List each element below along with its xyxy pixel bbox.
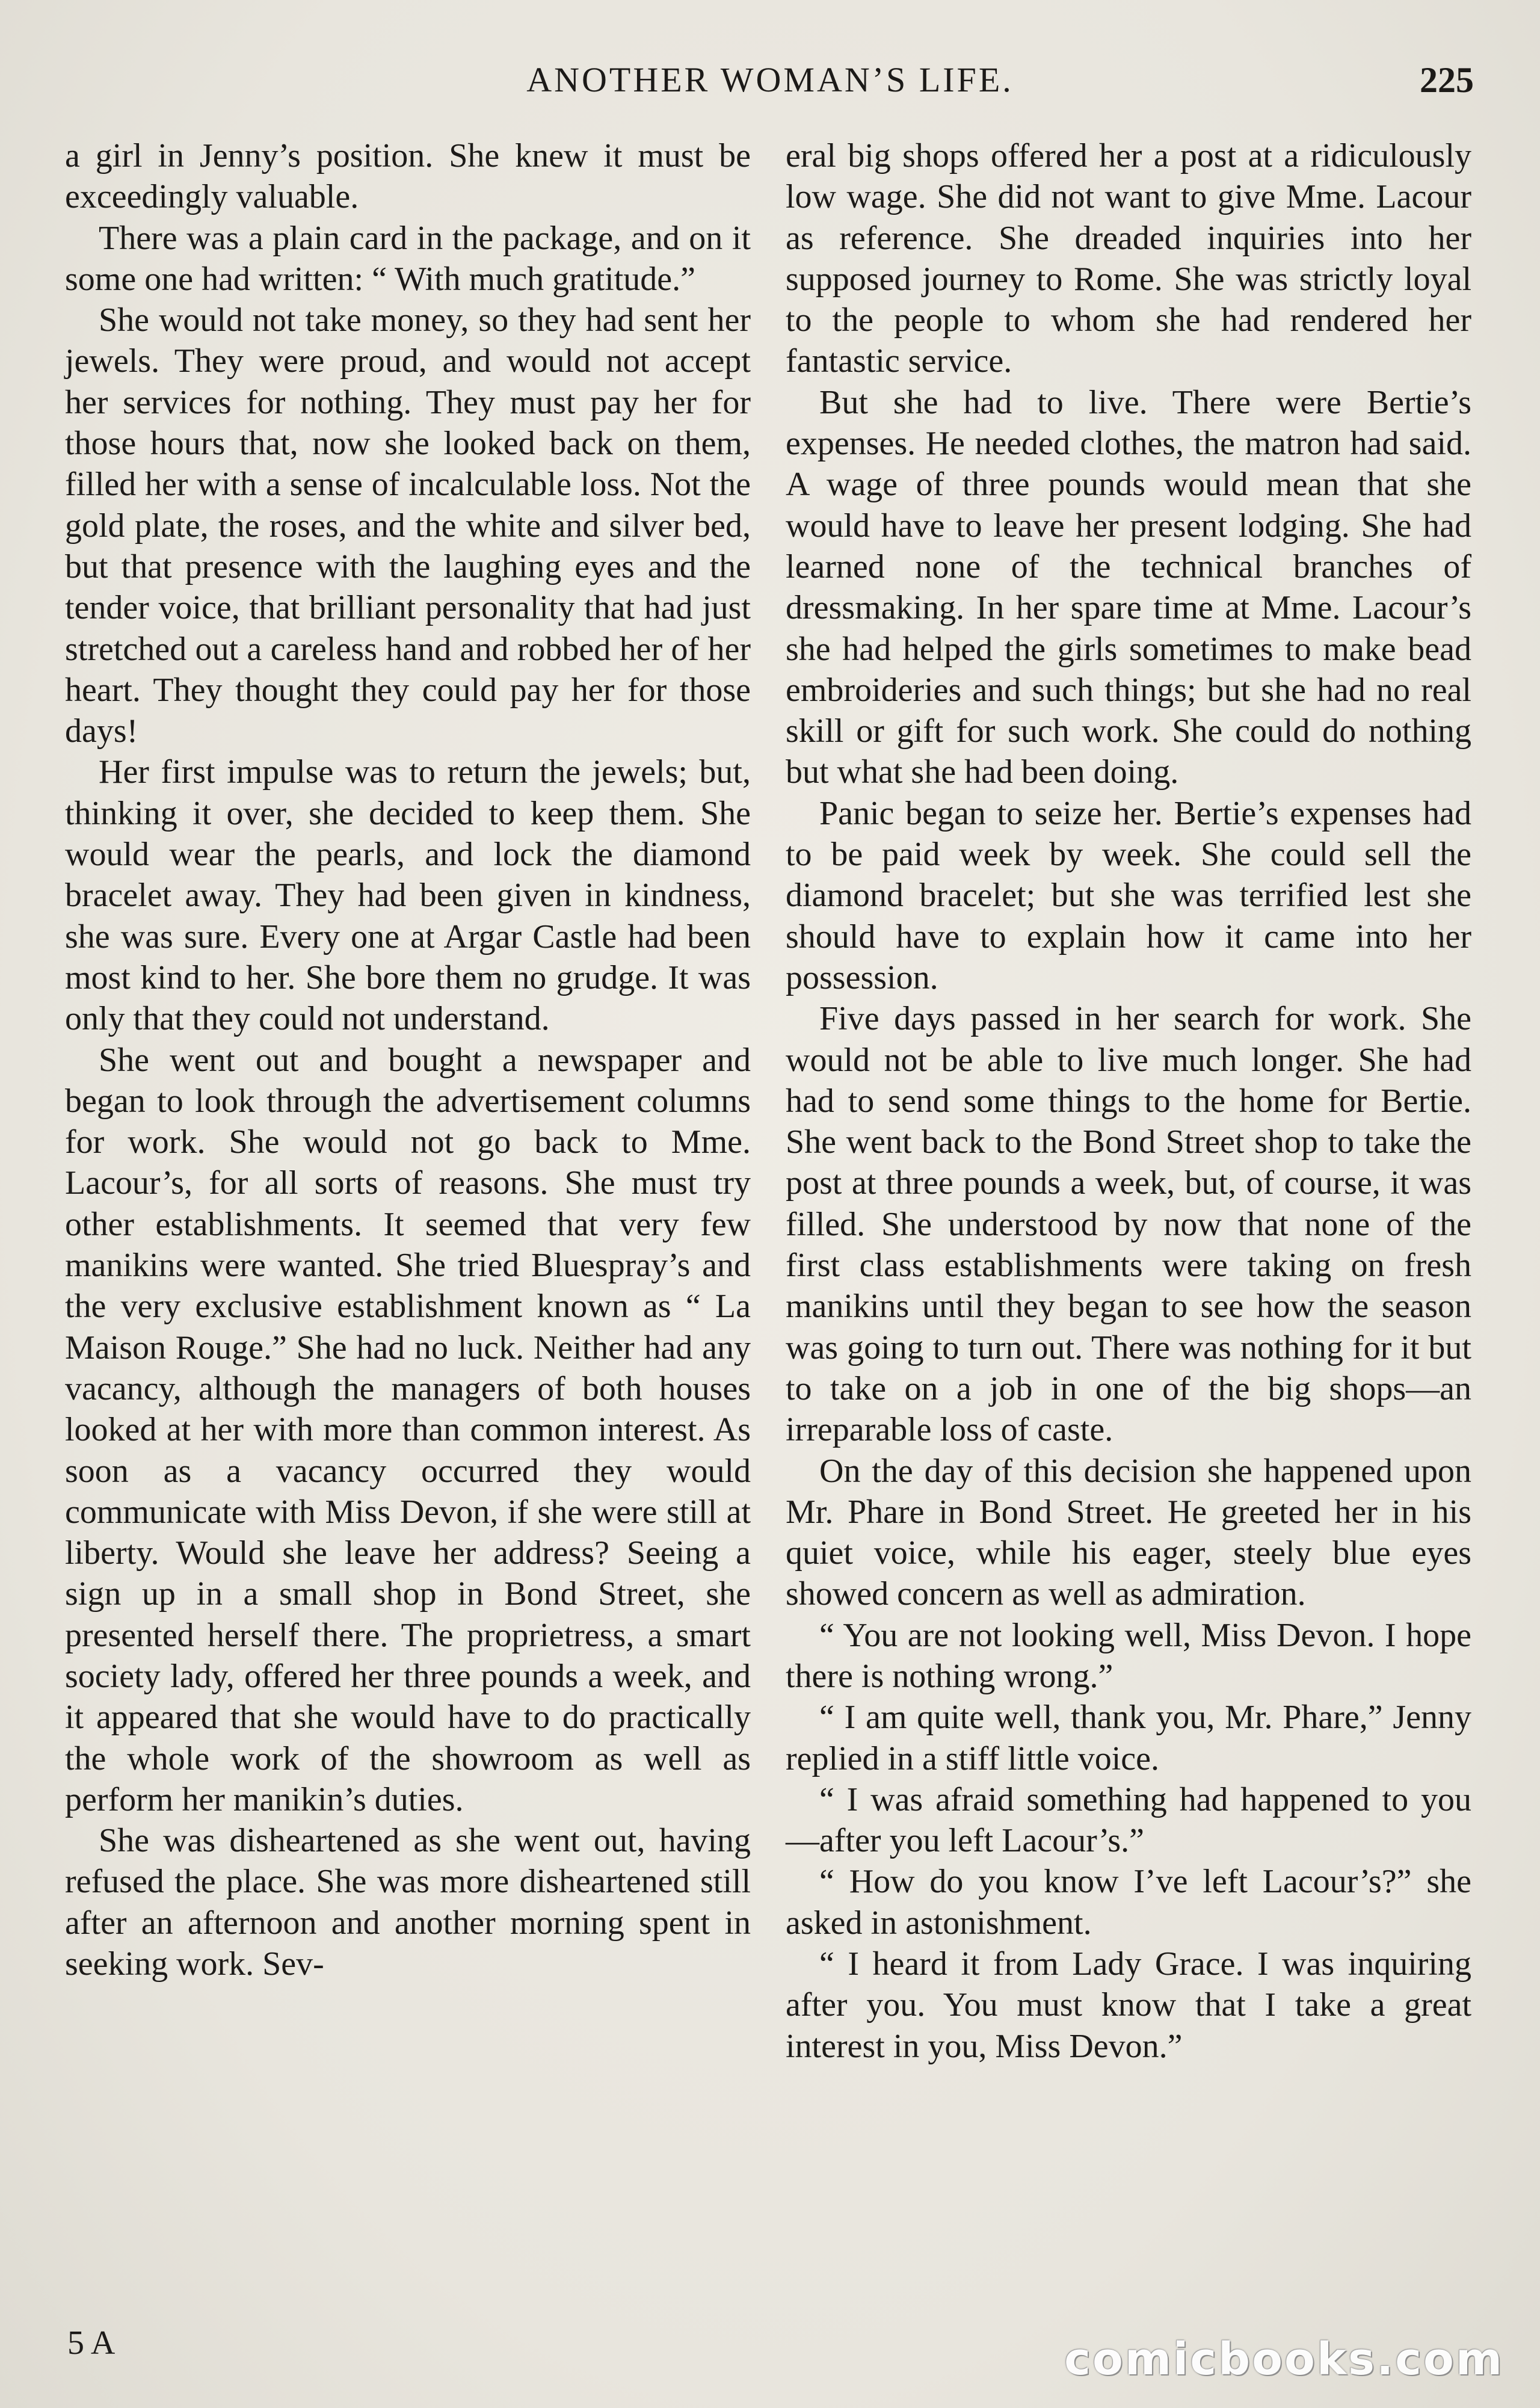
paragraph: “ How do you know I’ve left Lacour’s?” she asked in astonishment. (786, 1863, 1471, 1942)
paragraph: “ I am quite well, thank you, Mr. Phare,” Jenny replied in a stiff little voice. (786, 1699, 1471, 1777)
page-header (66, 53, 1474, 107)
paragraph: “ I heard it from Lady Grace. I was inquiring after you. You must know that I take a great interest in you, Miss Devon.” (786, 1945, 1471, 2065)
left-column (65, 135, 751, 1984)
paragraph: eral big shops offered her a post at a ridiculously low wage. She did not want to give Mme. Lacour as reference. She dreaded inquiries into her supposed journey to Rome. She was strictly loyal to the people to whom she had rendered her fantastic service. (786, 137, 1471, 380)
paragraph: “ You are not looking well, Miss Devon. I hope there is nothing wrong.” (786, 1616, 1471, 1695)
paragraph: She was disheartened as she went out, having refused the place. She was more disheartened still after an afternoon and another morning spent in seeking work. Sev- (65, 1822, 751, 1983)
watermark: comicbooks.com (1064, 2333, 1504, 2385)
paragraph: She would not take money, so they had sent her jewels. They were proud, and would not accept her services for nothing. They must pay her for those hours that, now she looked back on them, filled her with a sense of incalculable loss. Not the gold plate, the roses, and the white and silver bed, but that presence with the laughing eyes and the tender voice, that brilliant personality that had just stretched out a careless hand and robbed her of her heart. They thought they could pay her for those days! (65, 301, 751, 750)
running-title: ANOTHER WOMAN’S LIFE. (526, 60, 1014, 99)
paragraph: On the day of this decision she happened upon Mr. Phare in Bond Street. He greeted her in his quiet voice, while his eager, steely blue eyes showed concern as well as admiration. (786, 1452, 1471, 1613)
paragraph: “ I was afraid something had happened to you—after you left Lacour’s.” (786, 1780, 1471, 1860)
signature-mark: 5 A (67, 2324, 116, 2362)
paragraph: There was a plain card in the package, and on it some one had written: “ With much gratitude.” (65, 219, 751, 298)
paragraph: She went out and bought a newspaper and began to look through the advertisement columns for work. She would not go back to Mme. Lacour’s, for all sorts of reasons. She must try other establishments. It seemed that very few manikins were wanted. She tried Bluespray’s and the very exclusive establishment known as “ La Maison Rouge.” She had no luck. Neither had any vacancy, although the managers of both houses looked at her with more than common interest. As soon as a vacancy occurred they would communicate with Miss Devon, if she were still at liberty. Would she leave her address? Seeing a sign up in a small shop in Bond Street, she presented herself there. The proprietress, a smart society lady, offered her three pounds a week, and it appeared that she would have to do practically the whole work of the showroom as well as perform her manikin’s duties. (65, 1041, 751, 1818)
paragraph: a girl in Jenny’s position. She knew it must be exceedingly valuable. (65, 137, 751, 216)
page-number: 225 (1420, 60, 1474, 100)
paragraph: Panic began to seize her. Bertie’s expenses had to be paid week by week. She could sell the diamond bracelet; but she was terrified lest she should have to explain how it came into her possession. (786, 794, 1471, 996)
paragraph: But she had to live. There were Bertie’s expenses. He needed clothes, the matron had said. A wage of three pounds would mean that she would have to leave her present lodging. She had learned none of the technical branches of dressmaking. In her spare time at Mme. Lacour’s she had helped the girls sometimes to make bead embroideries and such things; but she had no real skill or gift for such work. She could do nothing but what she had been doing. (786, 383, 1471, 791)
paragraph: Five days passed in her search for work. She would not be able to live much longer. She had had to send some things to the home for Bertie. She went back to the Bond Street shop to take the post at three pounds a week, but, of course, it was filled. She understood by now that none of the first class establishments were taking on fresh manikins until they began to see how the season was going to turn out. There was nothing for it but to take on a job in one of the big shops—an irreparable loss of caste. (786, 1000, 1471, 1449)
paragraph: Her first impulse was to return the jewels; but, thinking it over, she decided to keep them. She would wear the pearls, and lock the diamond bracelet away. They had been given in kindness, she was sure. Every one at Argar Castle had been most kind to her. She bore them no grudge. It was only that they could not understand. (65, 753, 751, 1038)
right-column (786, 135, 1471, 2067)
